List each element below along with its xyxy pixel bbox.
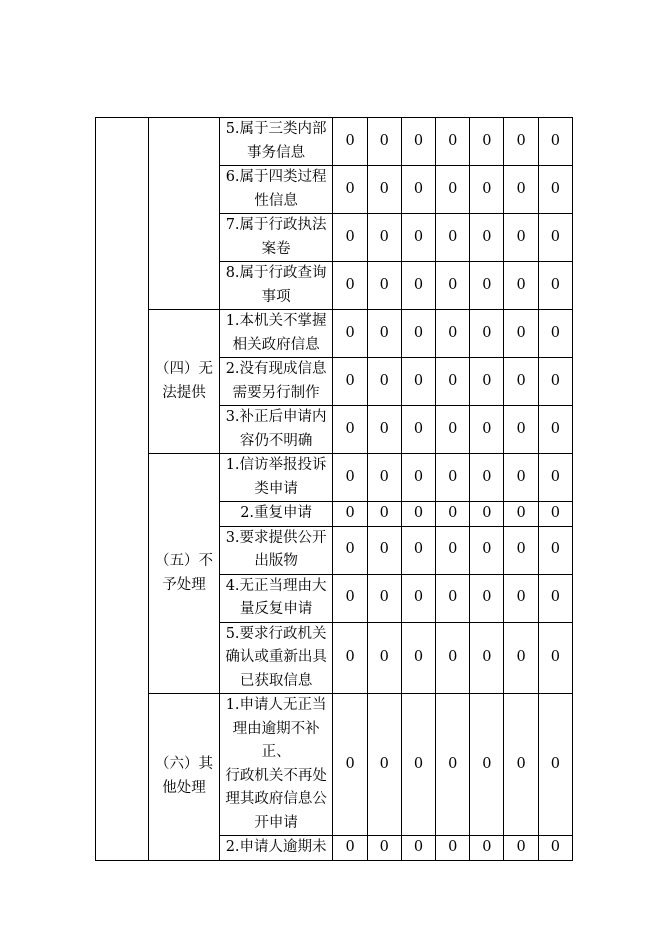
row-label: 3.要求提供公开 出版物 — [225, 529, 327, 569]
value-cell: 0 — [436, 502, 470, 527]
group-cell-6 — [149, 694, 219, 861]
row-label-cell — [219, 526, 333, 574]
value-cell: 0 — [367, 836, 401, 861]
row-label-cell — [219, 622, 333, 694]
group-cell-5 — [149, 454, 219, 694]
row-label-cell — [219, 358, 333, 406]
value-cell: 0 — [333, 502, 367, 527]
value-cell: 0 — [367, 454, 401, 502]
row-label: 6.属于四类过程 性信息 — [225, 169, 327, 209]
value-cell: 0 — [504, 118, 538, 166]
row-label-cell — [219, 836, 333, 861]
row-label-cell — [219, 574, 333, 622]
value-cell: 0 — [470, 214, 504, 262]
row-label: 1.本机关不掌握 相关政府信息 — [225, 313, 327, 353]
value-cell: 0 — [470, 454, 504, 502]
value-cell: 0 — [367, 406, 401, 454]
value-cell: 0 — [367, 214, 401, 262]
value-cell: 0 — [470, 836, 504, 861]
value-cell: 0 — [538, 262, 572, 310]
value-cell: 0 — [504, 406, 538, 454]
value-cell: 0 — [333, 836, 367, 861]
table-row — [96, 310, 573, 358]
row-label: 1.信访举报投诉 类申请 — [225, 457, 327, 497]
value-cell: 0 — [333, 526, 367, 574]
row-label: 2.申请人逾期未 — [225, 839, 327, 855]
value-cell: 0 — [401, 502, 435, 527]
value-cell: 0 — [401, 118, 435, 166]
value-cell: 0 — [504, 214, 538, 262]
row-label: 8.属于行政查询 事项 — [225, 265, 327, 305]
value-cell: 0 — [367, 574, 401, 622]
value-cell: 0 — [436, 622, 470, 694]
value-cell: 0 — [538, 502, 572, 527]
value-cell: 0 — [436, 358, 470, 406]
value-cell: 0 — [333, 262, 367, 310]
value-cell: 0 — [333, 118, 367, 166]
row-label: 2.重复申请 — [240, 505, 313, 521]
value-cell: 0 — [538, 310, 572, 358]
value-cell: 0 — [470, 502, 504, 527]
value-cell: 0 — [367, 118, 401, 166]
value-cell: 0 — [401, 214, 435, 262]
value-cell: 0 — [470, 310, 504, 358]
row-label: 1.申请人无正当 理由逾期不补正、 行政机关不再处 理其政府信息公 开申请 — [225, 697, 327, 831]
group-label: （五）不 予处理 — [155, 553, 214, 593]
row-label-cell — [219, 454, 333, 502]
value-cell: 0 — [436, 166, 470, 214]
value-cell: 0 — [436, 118, 470, 166]
value-cell: 0 — [401, 310, 435, 358]
value-cell: 0 — [367, 502, 401, 527]
value-cell: 0 — [436, 310, 470, 358]
value-cell: 0 — [538, 406, 572, 454]
value-cell: 0 — [401, 526, 435, 574]
value-cell: 0 — [504, 622, 538, 694]
value-cell: 0 — [504, 574, 538, 622]
value-cell: 0 — [333, 166, 367, 214]
value-cell: 0 — [538, 118, 572, 166]
value-cell: 0 — [470, 526, 504, 574]
row-label-cell — [219, 406, 333, 454]
value-cell: 0 — [401, 454, 435, 502]
value-cell: 0 — [333, 694, 367, 836]
group-label: （四）无 法提供 — [155, 361, 214, 401]
value-cell: 0 — [367, 262, 401, 310]
value-cell: 0 — [367, 358, 401, 406]
value-cell: 0 — [538, 836, 572, 861]
value-cell: 0 — [333, 310, 367, 358]
value-cell: 0 — [538, 214, 572, 262]
value-cell: 0 — [470, 262, 504, 310]
value-cell: 0 — [401, 622, 435, 694]
value-cell: 0 — [333, 214, 367, 262]
value-cell: 0 — [470, 166, 504, 214]
row-label: 4.无正当理由大 量反复申请 — [225, 577, 327, 617]
row-label-cell — [219, 166, 333, 214]
value-cell: 0 — [401, 574, 435, 622]
value-cell: 0 — [401, 166, 435, 214]
value-cell: 0 — [333, 574, 367, 622]
value-cell: 0 — [538, 694, 572, 836]
value-cell: 0 — [504, 358, 538, 406]
value-cell: 0 — [367, 166, 401, 214]
value-cell: 0 — [504, 836, 538, 861]
value-cell: 0 — [470, 622, 504, 694]
value-cell: 0 — [401, 836, 435, 861]
row-label: 5.要求行政机关 确认或重新出具 已获取信息 — [225, 625, 327, 689]
value-cell: 0 — [333, 406, 367, 454]
value-cell: 0 — [333, 454, 367, 502]
value-cell: 0 — [538, 358, 572, 406]
value-cell: 0 — [333, 358, 367, 406]
value-cell: 0 — [436, 836, 470, 861]
value-cell: 0 — [470, 694, 504, 836]
value-cell: 0 — [401, 694, 435, 836]
value-cell: 0 — [367, 622, 401, 694]
value-cell: 0 — [436, 454, 470, 502]
value-cell: 0 — [401, 406, 435, 454]
value-cell: 0 — [436, 214, 470, 262]
row-label-cell — [219, 262, 333, 310]
row-label: 7.属于行政执法 案卷 — [225, 217, 327, 257]
value-cell: 0 — [470, 118, 504, 166]
value-cell: 0 — [504, 454, 538, 502]
value-cell: 0 — [504, 310, 538, 358]
value-cell: 0 — [504, 166, 538, 214]
value-cell: 0 — [401, 358, 435, 406]
value-cell: 0 — [333, 622, 367, 694]
value-cell: 0 — [367, 526, 401, 574]
value-cell: 0 — [436, 262, 470, 310]
row-label-cell — [219, 694, 333, 836]
value-cell: 0 — [436, 694, 470, 836]
statistics-table — [95, 117, 573, 861]
value-cell: 0 — [504, 502, 538, 527]
row-label: 3.补正后申请内 容仍不明确 — [225, 409, 327, 449]
row-label-cell — [219, 214, 333, 262]
value-cell: 0 — [470, 574, 504, 622]
group-label: （六）其 他处理 — [155, 756, 214, 796]
value-cell: 0 — [367, 310, 401, 358]
value-cell: 0 — [538, 166, 572, 214]
value-cell: 0 — [538, 574, 572, 622]
value-cell: 0 — [436, 406, 470, 454]
value-cell: 0 — [504, 262, 538, 310]
table-row — [96, 454, 573, 502]
value-cell: 0 — [470, 358, 504, 406]
row-label-cell — [219, 502, 333, 527]
value-cell: 0 — [504, 694, 538, 836]
value-cell: 0 — [538, 622, 572, 694]
row-label-cell — [219, 310, 333, 358]
value-cell: 0 — [538, 526, 572, 574]
category-cell — [96, 118, 149, 861]
group-cell-prior — [149, 118, 219, 310]
value-cell: 0 — [436, 526, 470, 574]
value-cell: 0 — [367, 694, 401, 836]
value-cell: 0 — [538, 454, 572, 502]
row-label-cell — [219, 118, 333, 166]
row-label: 5.属于三类内部 事务信息 — [225, 121, 327, 161]
table-row — [96, 118, 573, 166]
value-cell: 0 — [436, 574, 470, 622]
row-label: 2.没有现成信息 需要另行制作 — [225, 361, 327, 401]
table-row — [96, 694, 573, 836]
group-cell-4 — [149, 310, 219, 454]
value-cell: 0 — [401, 262, 435, 310]
value-cell: 0 — [470, 406, 504, 454]
value-cell: 0 — [504, 526, 538, 574]
